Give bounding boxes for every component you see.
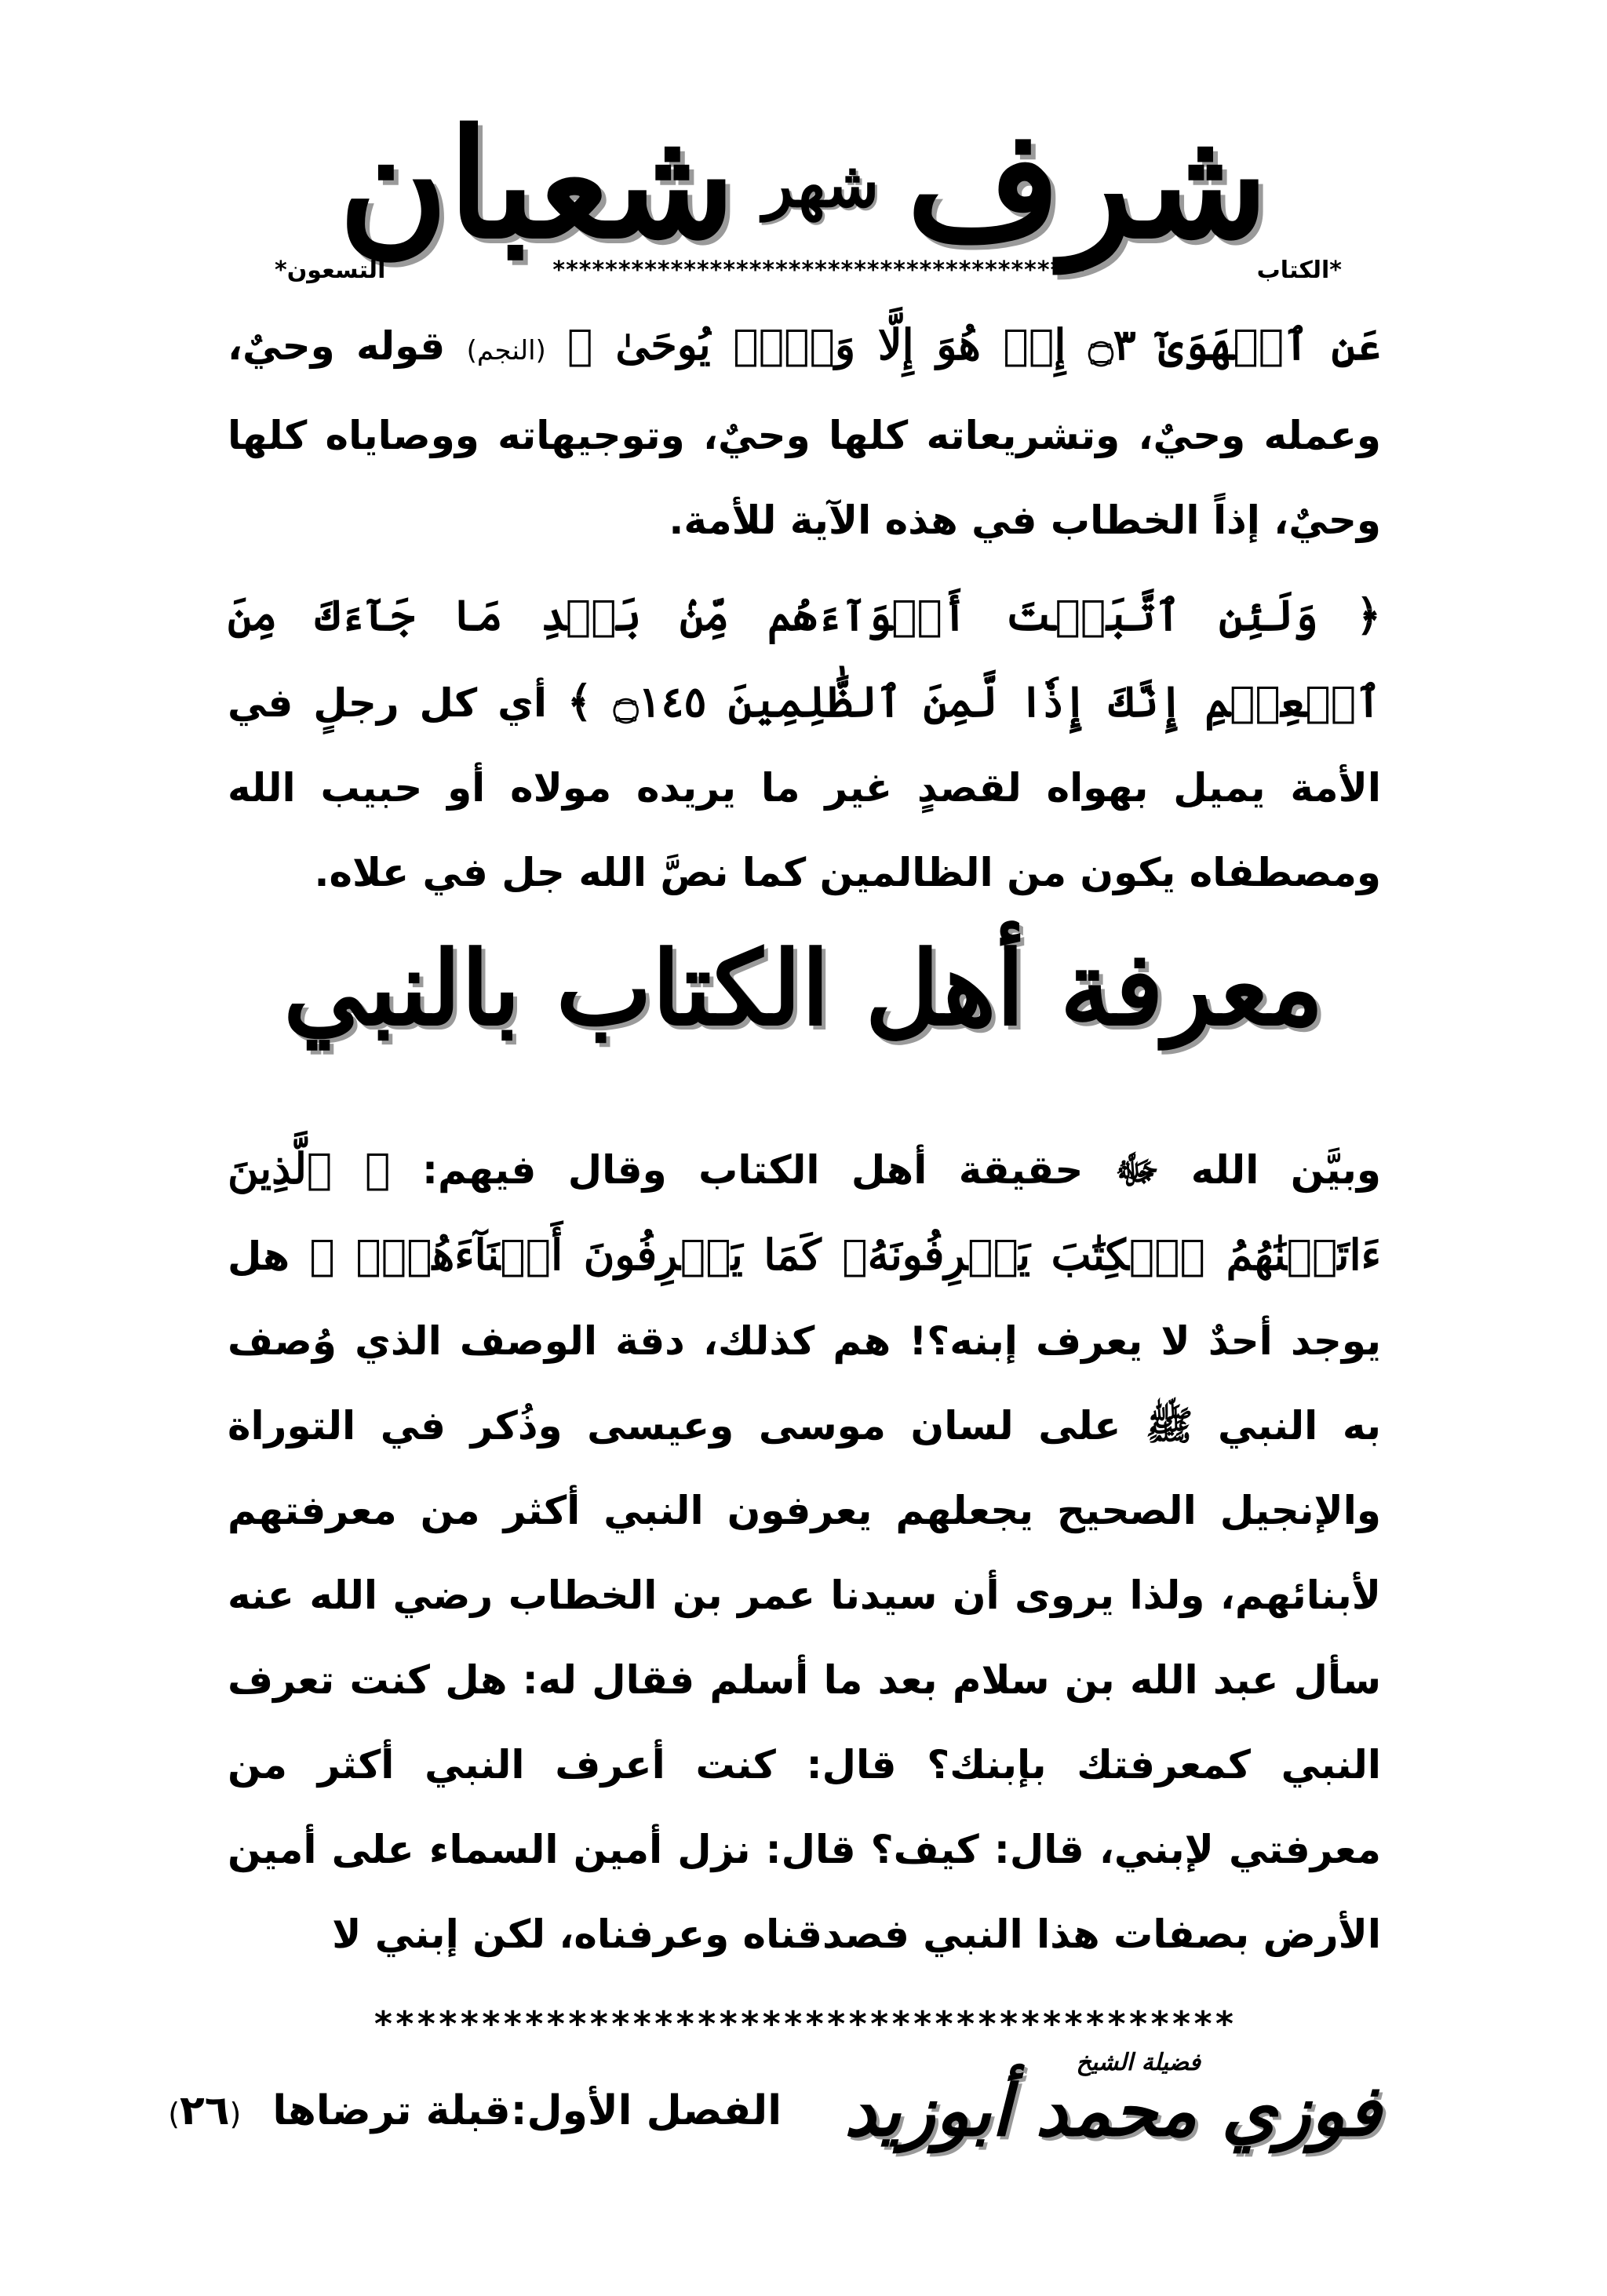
book-title-word-3: شعبان bbox=[338, 97, 736, 272]
footer-rule: **************************************** bbox=[373, 2005, 1236, 2044]
paragraph-1 bbox=[228, 302, 1381, 563]
section-heading: معرفة أهل الكتاب بالنبي bbox=[283, 928, 1324, 1048]
header-rule bbox=[275, 255, 1342, 286]
surah-reference: (النجم) bbox=[466, 335, 546, 366]
quran-verse-2: ﴿ وَلَئِنِ ٱتَّبَعۡتَ أَهۡوَآءَهُم مِّنۢ بَعۡدِ مَا جَآءَكَ مِنَ ٱلۡعِلۡمِ إِنَّكَ إِذٗا لَّمِنَ ٱلظَّٰلِمِينَ ۝١٤٥ ﴾ bbox=[228, 590, 1381, 727]
paragraph-3-text: هل يوجد أحدٌ لا يعرف إبنه؟! هم كذلك، دقة الوصف الذي وُصف به النبي ﷺ على لسان موسى وعيسى وذُكر في التوراة والإنجيل الصحيح يجعلهم يعرفون النبي أكثر من معرفتهم لأبنائهم، ولذا يروى أن سيدنا عمر بن الخطاب رضي الله عنه سأل عبد الله بن سلام بعد ما أسلم فقال له: هل كنت تعرف النبي كمعرفتك بإبنك؟ قال: كنت أعرف النبي أكثر من معرفتي لإبني، قال: كيف؟ قال: نزل أمين السماء على أمين الأرض بصفات هذا النبي فصدقناه وعرفناه، لكن إبني لا bbox=[228, 1234, 1381, 1957]
book-title-word-2: شهر bbox=[763, 148, 880, 221]
paragraph-2-text: أي كل رجلٍ في الأمة يميل بهواه لقصدٍ غير ما يريده مولاه أو حبيب الله ومصطفاه يكون من الظالمين كما نصَّ الله جل في علاه. bbox=[228, 680, 1381, 895]
chapter-title: الفصل الأول:قبلة ترضاها bbox=[272, 2087, 782, 2134]
page-number-value: ٢٦ bbox=[180, 2087, 230, 2134]
page-footer bbox=[168, 2049, 1381, 2158]
paragraph-2 bbox=[228, 573, 1381, 915]
book-title-word-1: شرف bbox=[906, 97, 1269, 272]
author-signature-name: فوزي محمد أبوزيد bbox=[844, 2069, 1381, 2152]
page-number: (٢٦) bbox=[168, 2087, 242, 2134]
header-rule-left-label: التسعون* bbox=[275, 257, 386, 284]
paragraph-3 bbox=[228, 1126, 1381, 1977]
quran-verse-1: عَنِ ٱلۡهَوَىٰٓ ۝٣ إِنۡ هُوَ إِلَّا وَحۡيٞ يُوحَىٰ ﴾ bbox=[567, 319, 1381, 370]
header-rule-stars: ***************************************** bbox=[552, 257, 1090, 284]
paragraph-3-intro: وبيَّن الله ﷻ حقيقة أهل الكتاب وقال فيهم: bbox=[421, 1147, 1382, 1193]
author-signature-title: فضيلة الشيخ bbox=[1076, 2049, 1201, 2076]
quran-verse-3: ﴿ ٱلَّذِينَ ءَاتَيۡنَٰهُمُ ٱلۡكِتَٰبَ يَعۡرِفُونَهُۥ كَمَا يَعۡرِفُونَ أَبۡنَآءَهُمۡۖ ﴾ bbox=[228, 1143, 1381, 1280]
paragraph-1-text: قوله وحيٌ، وعمله وحيٌ، وتشريعاته كلها وحيٌ، وتوجيهاته ووصاياه كلها وحيٌ، إذاً الخطاب في هذه الآية للأمة. bbox=[228, 323, 1381, 543]
author-signature bbox=[844, 2049, 1381, 2152]
header-rule-right-label: *الكتاب bbox=[1256, 257, 1342, 284]
